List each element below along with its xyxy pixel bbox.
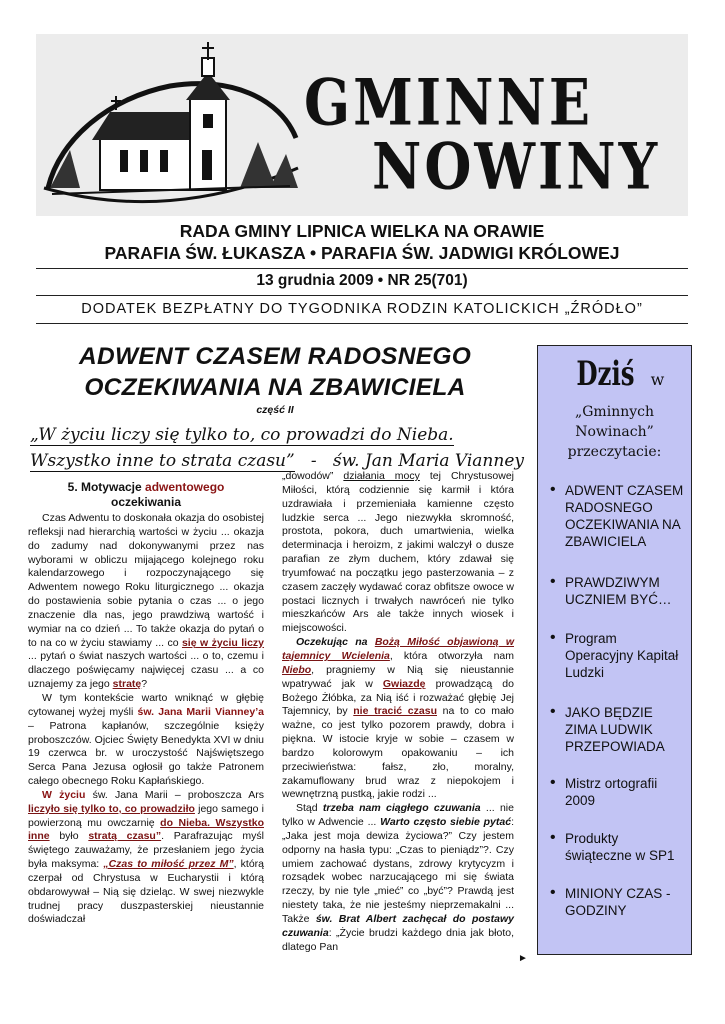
sidebar-heading: Dziś w [575,354,665,394]
article-column-2 [282,470,514,955]
section-title: 5. Motywacje adwentowego oczekiwania [67,480,225,509]
contents-item: • JAKO BĘDZIE ZIMA LUDWIK PRZEPOWIADA [550,703,665,754]
paragraph: Czas Adwentu to doskonała okazja do osobistej refleksji nad hierarchią wartości w życiu ... okazja do zadumy nad dokonywanymi przez nas wyborami w obliczu mijającego kolejnego roku kalendarzowego i rozpoczynającego się Adwentem nowego Roku liturgicznego ... okazja do postawienia sobie pytania o czas ... o jego znaczenie dla nas, jego prawdziwą wartość i wymiar na co dzień ... To także okazja do pytań o to na co w życiu stawiamy ... co się w życiu liczy ... pytań o świat naszych wartości ... o to, czemu i dlaczego poświęcamy najwięcej czasu ... a co uznajemy za jego stratę? [28,512,265,691]
contents-item: • Program Operacyjny Kapitał Ludzki [550,629,679,680]
issue-date: 13 grudnia 2009 • NR 25(701) [256,272,468,289]
quote-line2: Wszystko inne to strata czasu” - św. Jan Maria Vianney [30,451,524,471]
quote-line1: „W życiu liczy się tylko to, co prowadzi do Nieba. [30,425,454,445]
masthead-title-line1: GMINNE [304,64,594,140]
article-headline-line1: ADWENT CZASEM RADOSNEGO [78,343,472,370]
divider [36,268,688,269]
article-headline-line2: OCZEKIWANIA NA ZBAWICIELA [84,374,466,401]
paragraph: Oczekując na Bożą Miłość objawioną w tajemnicy Wcielenia, która otworzyła nam Niebo, pragniemy w Nią się nieustannie wpatrywać jak w Gwiazdę prowadzącą do Bożego Żłóbka, za Nią iść i rozważać głębię Jej Tajemnicy, by nie tracić czasu na to co mało ważne, co jest tylko pozorem prawdy, dobra i piękna. W istocie kryje w sobie – czasem w bardzo kolorowym opakowaniu – ich przeciwieństwa: fałsz, zło, moralny, zakamuflowany brud wraz z niepokojem i wewnętrzną pustką, jakie rodzi ... [282,636,514,801]
supplement-note: DODATEK BEZPŁATNY DO TYGODNIKA RODZIN KATOLICKICH „ŹRÓDŁO” [81,301,643,317]
church-logo-icon [40,38,302,214]
divider [36,323,688,324]
divider [36,295,688,296]
contents-item: • MINIONY CZAS - GODZINY [550,884,671,918]
article-part: część II [256,404,294,416]
contents-item: • Mistrz ortografii 2009 [550,774,658,808]
continue-arrow-icon: ► [518,953,528,964]
paragraph: W tym kontekście warto wniknąć w głębię cytowanej wyżej myśli św. Jana Marii Vianney’a – Patrona kapłanów, szczególnie księży proboszczów. Ojciec Święty Benedykta XVI w dniu 19 czerwca br. w uroczystość Najświętszego Serca Pana Jezusa ogłosił go także Patronem całego obecnego Roku Kapłańskiego. [28,691,264,788]
sidebar-subheading: „Gminnych Nowinach” przeczytacie: [567,404,662,460]
contents-item: • PRAWDZIWYM UCZNIEM BYĆ… [550,573,672,607]
council-name: RADA GMINY LIPNICA WIELKA NA ORAWIE [179,221,545,241]
quote-author: św. Jan Maria Vianney [332,451,524,471]
paragraph: Stąd trzeba nam ciągłego czuwania ... nie tylko w Adwencie ... Warto często siebie pytać: „Jaka jest moja dewiza życiowa?” Czy jestem odporny na hasła typu: „Czas to pieniądz”?. Czy umiem zachować dystans, zdrowy krytycyzm i rozsądek wobec narzucającego mi się świata rzeczy, by nie tyle „mieć” co „być”? Prawdą jest niestety taka, że nie jesteśmy nieprzemakalni ... Także św. Brat Albert zachęcał do postawy czuwania: „Życie brudzi każdego dnia jak błoto, dlatego Pan [282,802,514,953]
paragraph: „dowodów” działania mocy tej Chrystusowej Miłości, którą codziennie się karmił i która uzdrawiała i przemieniała kamienne często ludzkie serca ... Jego niezwykła skromność, prostota, pokora, duch umartwienia, wielka determinacja i heroizm, z jakimi walczył o dusze parafian ze złym duchem, który zdawał się tryumfować na początku jego pasterzowania – z czasem zaczęły wydawać coraz obfitsze owoce w postaci licznych i trwałych nawróceń nie tylko mieszkańców Ars ale także innych wiosek i miejscowości. [282,470,514,635]
parishes-line: PARAFIA ŚW. ŁUKASZA • PARAFIA ŚW. JADWIGI KRÓLOWEJ [104,243,620,263]
masthead-title-line2: NOWINY [372,128,661,204]
contents-item: • ADWENT CZASEM RADOSNEGO OCZEKIWANIA NA ZBAWICIELA [550,481,684,549]
contents-item: • Produkty świąteczne w SP1 [550,829,675,863]
article-column-1 [28,480,264,927]
paragraph: W życiu św. Jana Marii – proboszcza Ars liczyło się tylko to, co prowadziło jego samego i powierzoną mu owczarnię do Nieba. Wszystko inne było stratą czasu”. Parafrazując myśl świętego zauważamy, że przesłaniem jego życia była maksyma: „Czas to miłość przez M”, którą czerpał od Chrystusa w Eucharystii i którą obdarowywał – Nią się dzieląc. W swej niezwykle trudnej pracy duszpasterskiej nieustannie doświadczał [28,788,264,926]
